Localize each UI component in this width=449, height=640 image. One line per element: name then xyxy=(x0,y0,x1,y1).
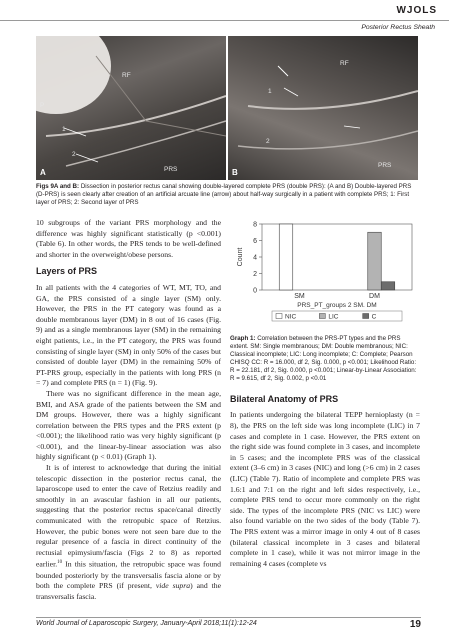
panel-a-illustration xyxy=(36,36,226,180)
x-tick-label: DM xyxy=(369,293,380,300)
paragraph-text: In this situation, the retropubic space was found bounded posteriorly by the transversalis fascia alone or by both the complete PRS (if present, xyxy=(36,559,221,591)
figure-caption-text: Dissection in posterior rectus canal showing double-layered complete PRS (double PRS): (A and B) Double-layered PRS (D-PRS) is seen clearly after creation of an artificial arcuate line (arrow) about half-way surgically in a patient with complete PRS; 1: First layer of PRS; 2: Second layer of PRS xyxy=(36,183,412,206)
right-column-text xyxy=(230,410,420,569)
paragraph xyxy=(36,463,221,602)
label-1-b: 1 xyxy=(268,88,272,95)
citation-ref: 10 xyxy=(57,560,63,566)
label-rf-a: RF xyxy=(122,72,131,79)
label-p-a: P xyxy=(40,102,45,109)
label-prs-a: PRS xyxy=(164,166,178,173)
graph-caption xyxy=(230,335,420,382)
figure-caption xyxy=(36,183,420,207)
paragraph: There was no significant difference in the mean age, BMI, and ASA grade of the patients between the SM and DM groups. However, there was a highly significant correlation between the PRS types and the PRS extent (p <0.001); the likelihood ratio was very highly significant (p <0.001), and the linear-by-linear association was also highly significant (p < 0.01) (Graph 1). xyxy=(36,388,221,462)
y-tick-label: 4 xyxy=(253,254,257,262)
legend-swatch-lic xyxy=(319,314,325,319)
y-tick-label: 8 xyxy=(253,221,257,229)
x-axis-label: PRS_PT_groups 2 SM. DM xyxy=(297,302,377,309)
panel-letter-a: A xyxy=(40,168,46,177)
x-tick-label: SM xyxy=(294,293,305,300)
panel-b-illustration xyxy=(228,36,418,180)
section-heading-layers: Layers of PRS xyxy=(36,266,98,277)
graph-caption-text: Correlation between the PRS-PT types and the PRS extent. SM: Single membranous; DM: Double membranous; NIC: Classical incomplete; LIC: Long incomplete; C: Complete; Pearson CHISQ CC: R = 16.000, df 2, Sig. 0.000, p <0.001; Likelihood Ratio: R = 22.181, df 2, Sig. 0.000, p <0.001; Linear-by-Linear Association: R = 9.615, df 2, Sig. 0.002, p <0.01 xyxy=(230,335,417,382)
label-2-a: 2 xyxy=(72,151,76,158)
panel-letter-b: B xyxy=(232,168,238,177)
legend-swatch-nic xyxy=(276,314,282,319)
paragraph-text: ) and the transversalis fascia. xyxy=(36,581,221,601)
label-prs-b: PRS xyxy=(378,162,392,169)
label-rf-b: RF xyxy=(340,60,349,67)
label-2-b: 2 xyxy=(266,138,270,145)
journal-name: WJOLS xyxy=(396,5,437,16)
y-tick-label: 6 xyxy=(253,238,257,245)
footer-divider xyxy=(36,617,421,618)
right-column xyxy=(230,218,420,569)
bar-lic-dm xyxy=(368,232,382,290)
header-divider xyxy=(0,20,449,21)
running-title: Posterior Rectus Sheath xyxy=(361,24,435,31)
y-tick-label: 2 xyxy=(253,271,257,278)
left-column xyxy=(36,218,221,602)
graph-1-chart xyxy=(230,218,420,326)
paragraph: In all patients with the 4 categories of WT, MT, TO, and GA, the PRS consisted of a single layer (SM) only. However, the PRS in the PT category was found as a double membranous layer (DM) in 8 out of 16 cases (Fig. 9) and as a single membranous layer (SM) in the remaining eight patients, i.e., in the PT category, the PRS was found consisting of single layer (SM) in only 50% of the cases but consisted of double layer (DM) in the remaining 50% of PT-PRS group, especially in the patients with long PRS (n = 7) and complete PRS (n = 1) (Fig. 9). xyxy=(36,282,221,388)
paragraph: 10 subgroups of the variant PRS morphology and the difference was highly significant statistically (p <0.001) (Table 6). In other words, the PRS tends to be well-defined and shorter in the overweight/obese persons. xyxy=(36,218,221,259)
figure-panel-b xyxy=(228,36,418,180)
paragraph: In patients undergoing the bilateral TEPP hernioplasty (n = 8), the PRS on the left side was long incomplete (LIC) in 7 cases and complete in 1 case. However, the PRS extent on the right side was found complete in 3 cases, and incomplete in 5 cases; and the incomplete PRS was of the classical extent (3–6 cm) in 3 cases (NIC) and long (>6 cm) in 2 cases (LIC) (Table 7). Ratio of incomplete and complete PRS was 1.6:1 and 7:1 on the right and left sides respectively, i.e., complete PRS tend to occur more commonly on the right side. The types of the incomplete PRS (NIC vs LIC) were also found variable on the two sides of the body (Table 7). The PRS extent was a mirror image in only 4 out of 8 cases (bilateral classical incomplete in 3 cases and bilateral complete in 1 case), while it was not mirror image in the remaining 4 cases (complete vs xyxy=(230,410,420,568)
section-heading-bilateral: Bilateral Anatomy of PRS xyxy=(230,394,339,405)
figure-panel-a xyxy=(36,36,226,180)
bar-nic-sm xyxy=(279,224,293,290)
y-axis-label: Count xyxy=(237,247,244,267)
legend-swatch-c xyxy=(363,314,369,319)
graph-caption-label: Graph 1: xyxy=(230,335,256,342)
figure-caption-label: Figs 9A and B: xyxy=(36,183,80,190)
page-number: 19 xyxy=(409,619,421,630)
paragraph-text: It is of interest to acknowledge that during the initial telescopic dissection in the posterior rectus canal, the laparoscope used to enter the cave of Retzius readily and smoothly in an avascular fashion in all our patients, suggesting that the posterior rectus space/canal directly communicated with the retropubic space of Retzius. However, the pubic bones were not seen bare due to the regular presence of a fascia in direct continuity of the rectusial epimysium/fascia (Figs 2 to 8) as reported earlier. xyxy=(36,463,221,569)
italic-text: vide supra xyxy=(155,581,191,591)
bar-c-dm xyxy=(381,282,395,290)
legend-label-nic: NIC xyxy=(285,313,297,321)
y-tick-label: 0 xyxy=(253,287,257,295)
footer-journal-info: World Journal of Laparoscopic Surgery, January-April 2018;11(1):12-24 xyxy=(36,620,257,627)
legend-label-c: C xyxy=(371,313,377,321)
legend-label-lic: LIC xyxy=(328,313,339,321)
label-1-a: 1 xyxy=(62,126,66,133)
